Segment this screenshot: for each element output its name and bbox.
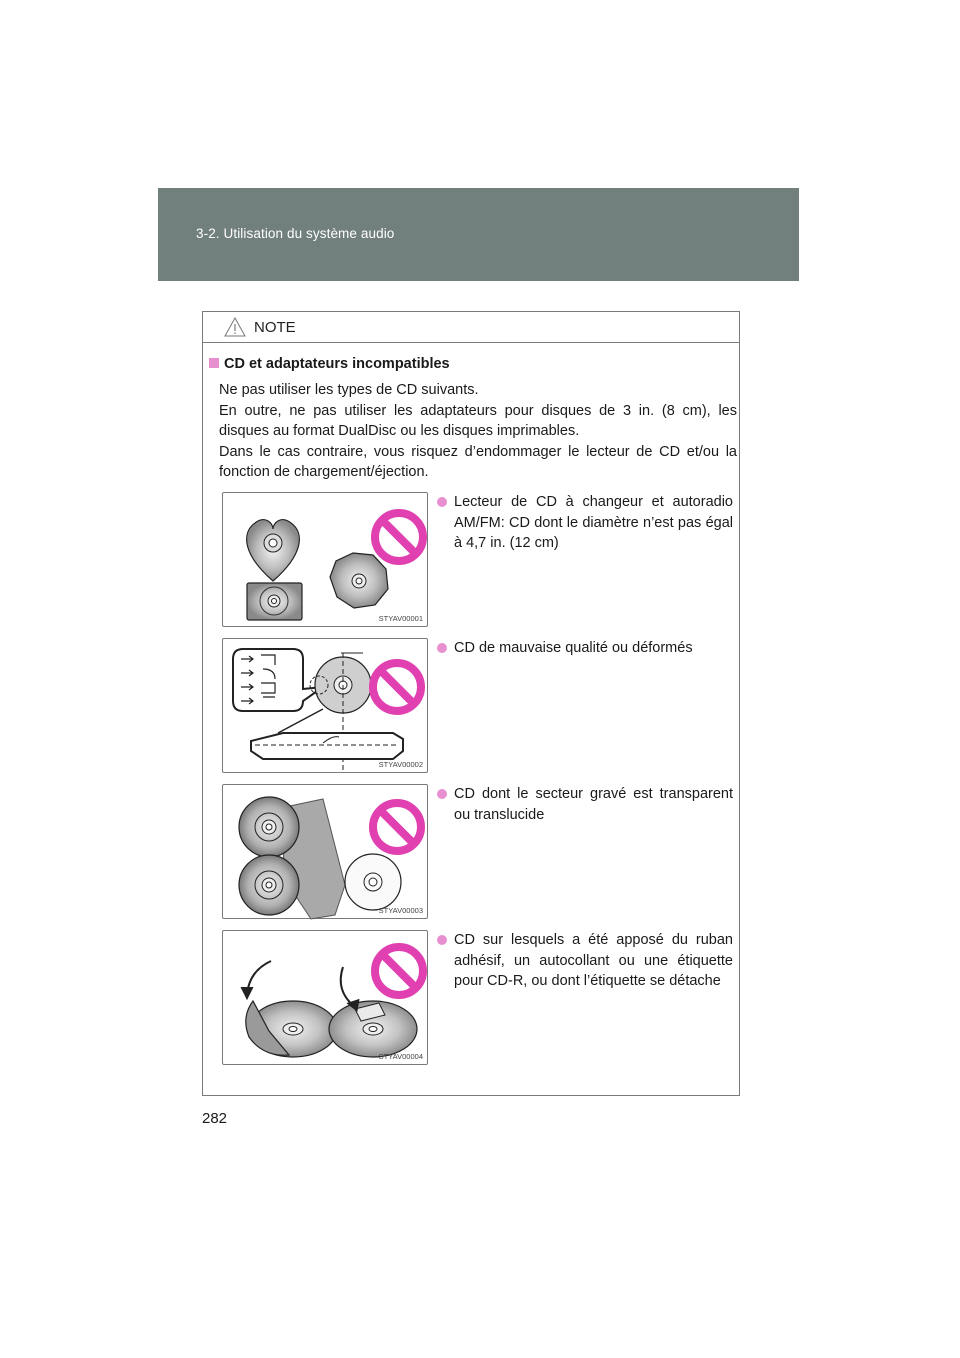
heart-disc-icon — [247, 520, 300, 581]
illustration-taped-discs — [222, 930, 428, 1065]
peeling-label-disc-icon — [246, 1001, 337, 1057]
intro-line: Ne pas utiliser les types de CD suivants. — [219, 382, 479, 398]
page-number: 282 — [202, 1110, 228, 1127]
prohibition-icon — [375, 513, 423, 561]
bullet-icon — [437, 789, 447, 799]
bullet-icon — [437, 643, 447, 653]
intro-line: Dans le cas contraire, vous risquez d’endommager le lecteur de CD et/ou la fonction de chargement/éjection. — [219, 443, 737, 480]
illustration-transparent-discs — [222, 784, 428, 919]
list-item — [437, 930, 733, 992]
illustration-odd-shaped-discs — [222, 492, 428, 627]
prohibition-icon — [373, 663, 421, 711]
bullet-icon — [437, 935, 447, 945]
section-heading — [209, 356, 450, 372]
list-item — [437, 784, 733, 825]
square-bullet-icon — [209, 358, 219, 368]
prohibition-icon — [375, 947, 423, 995]
disc-icon — [345, 854, 401, 910]
illustration-code: STYAV00002 — [378, 760, 423, 769]
square-disc-icon — [247, 583, 302, 620]
disc-icon — [239, 855, 299, 915]
illustration-deformed-discs — [222, 638, 428, 773]
taped-disc-icon — [329, 1001, 417, 1057]
disc-icon — [239, 797, 299, 857]
disc-side-view-icon — [251, 733, 403, 759]
intro-text — [219, 380, 737, 483]
list-item-text: CD sur lesquels a été apposé du ruban adhésif, un autocollant ou une étiquette pour CD-R, ou dont l’étiquette se détache — [454, 932, 733, 989]
header-band — [158, 188, 799, 281]
note-label: NOTE — [254, 319, 296, 336]
warning-icon — [224, 317, 246, 337]
illustration-code: STYAV00001 — [378, 614, 423, 623]
illustration-code: STYAV00004 — [378, 1052, 423, 1061]
list-item-text: CD de mauvaise qualité ou déformés — [454, 640, 693, 656]
bullet-icon — [437, 497, 447, 507]
list-item-text: Lecteur de CD à changeur et autoradio AM/FM: CD dont le diamètre n’est pas égal à 4,7 in. (12 cm) — [454, 494, 733, 551]
prohibition-icon — [373, 803, 421, 851]
list-item — [437, 492, 733, 554]
note-header — [203, 312, 739, 343]
label-edge-callout-icon — [233, 649, 323, 711]
note-box — [202, 311, 740, 1096]
octagon-disc-icon — [330, 553, 388, 608]
intro-line: En outre, ne pas utiliser les adaptateurs pour disques de 3 in. (8 cm), les disques au format DualDisc ou les disques imprimables. — [219, 402, 737, 439]
list-item — [437, 638, 733, 659]
section-title: 3-2. Utilisation du système audio — [196, 226, 395, 241]
list-item-text: CD dont le secteur gravé est transparent ou translucide — [454, 786, 733, 823]
illustration-code: STYAV00003 — [378, 906, 423, 915]
section-heading-text: CD et adaptateurs incompatibles — [224, 356, 450, 372]
